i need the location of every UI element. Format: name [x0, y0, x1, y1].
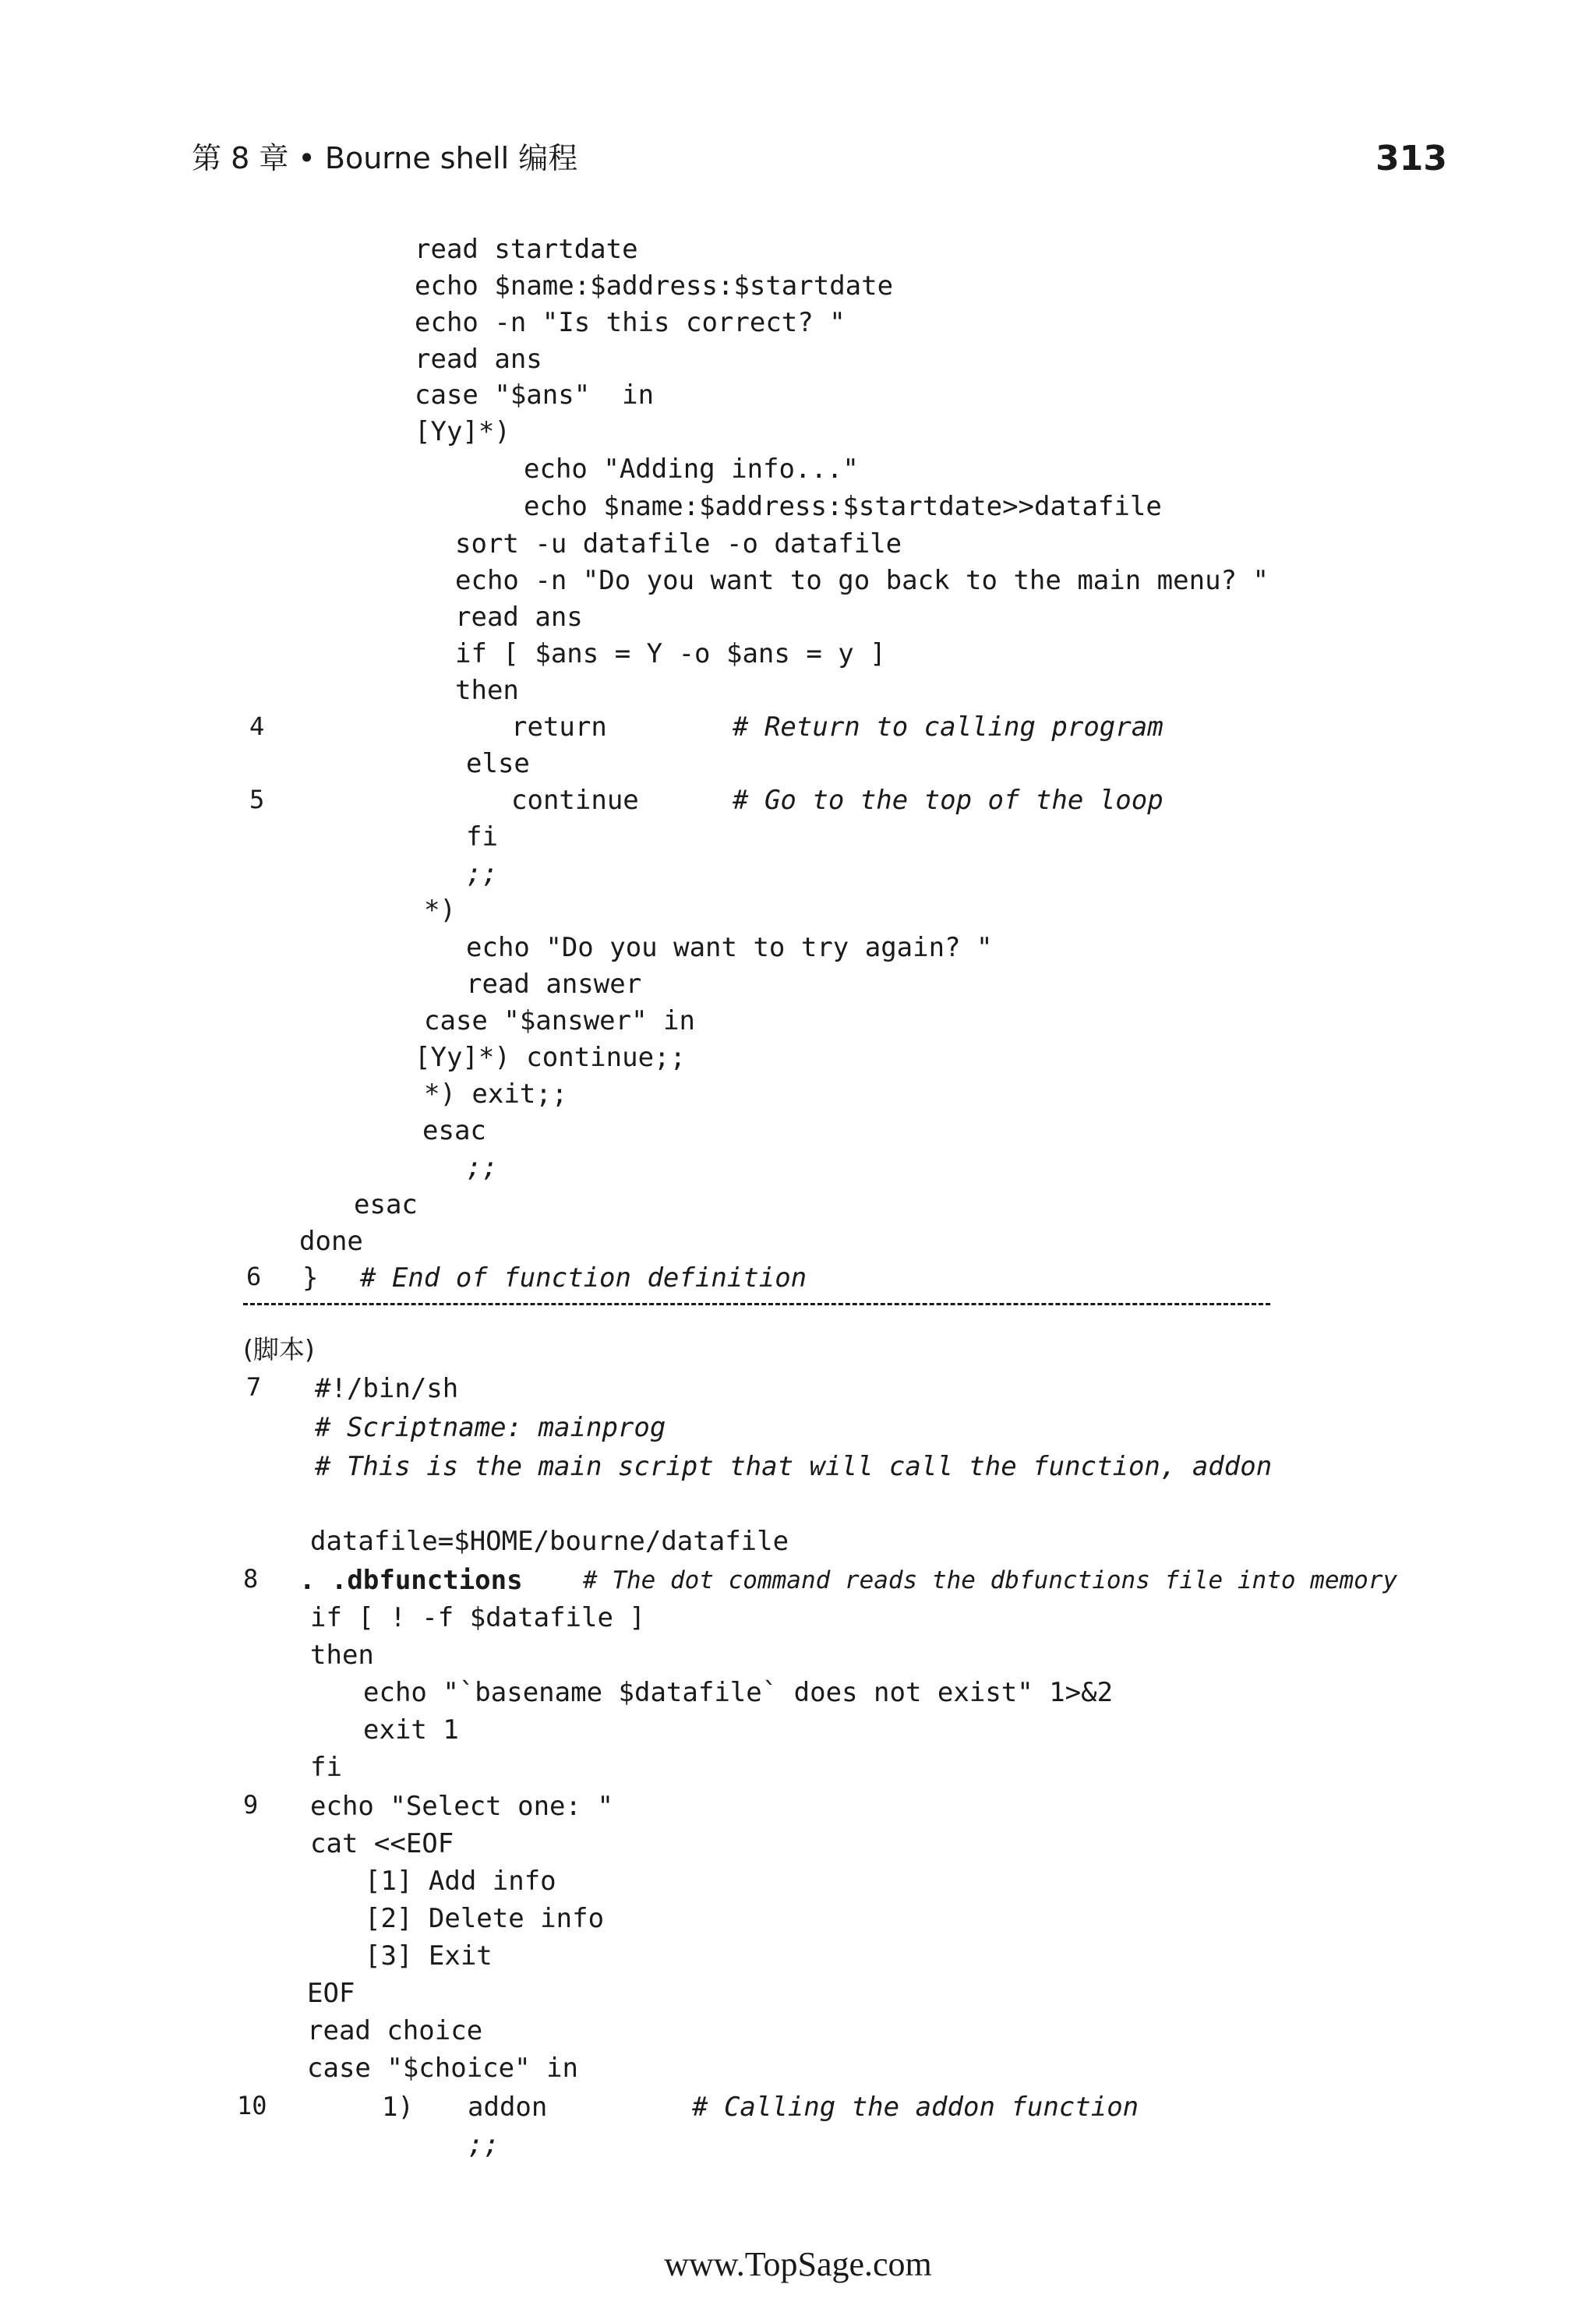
code-line: then: [455, 675, 519, 706]
code-comment: # Scriptname: mainprog: [315, 1412, 666, 1443]
code-line: if [ ! -f $datafile ]: [310, 1602, 645, 1633]
code-line: case "$answer" in: [424, 1005, 695, 1036]
code-line: if [ $ans = Y -o $ans = y ]: [455, 638, 886, 669]
page-number: 313: [1375, 139, 1447, 178]
code-line: echo $name:$address:$startdate>>datafile: [524, 491, 1162, 522]
script-label: (脚本): [243, 1334, 315, 1365]
code-line: exit 1: [363, 1714, 459, 1746]
code-line: [3] Exit: [365, 1940, 493, 1972]
code-line: [Yy]*) continue;;: [415, 1042, 686, 1073]
code-line: [2] Delete info: [365, 1903, 605, 1934]
code-line: fi: [466, 821, 498, 853]
code-comment: # Go to the top of the loop: [733, 785, 1163, 816]
code-line: echo "Select one: ": [310, 1791, 613, 1822]
code-line: [1] Add info: [365, 1866, 556, 1897]
code-line: EOF: [307, 1978, 355, 2009]
code-comment: # Calling the addon function: [692, 2092, 1139, 2123]
code-line: ;;: [466, 858, 498, 889]
code-line: sort -u datafile -o datafile: [455, 528, 902, 560]
line-number: 6: [246, 1262, 262, 1291]
code-line: ;;: [468, 2129, 500, 2160]
code-line: case "$ans" in: [415, 380, 655, 411]
code-line: continue: [511, 785, 639, 816]
code-comment: # Return to calling program: [733, 711, 1163, 743]
code-comment: # End of function definition: [360, 1262, 807, 1294]
code-line: addon: [468, 2092, 548, 2123]
code-line: . .dbfunctions: [299, 1565, 523, 1596]
code-line: [Yy]*): [415, 416, 510, 447]
line-number: 4: [249, 711, 265, 741]
footer-url: www.TopSage.com: [664, 2245, 932, 2283]
line-number: 5: [249, 785, 265, 814]
code-line: echo $name:$address:$startdate: [415, 270, 894, 302]
code-line: read answer: [466, 969, 642, 1000]
code-line: read ans: [455, 602, 583, 633]
code-line: 1): [382, 2092, 414, 2123]
code-line: echo -n "Do you want to go back to the main menu? ": [455, 565, 1269, 596]
code-line: fi: [310, 1752, 342, 1783]
code-line: return: [511, 711, 607, 743]
code-line: case "$choice" in: [307, 2053, 578, 2084]
code-line: then: [310, 1640, 374, 1671]
line-number: 9: [243, 1790, 259, 1820]
code-comment: # The dot command reads the dbfunctions file into memory: [583, 1566, 1398, 1594]
code-line: else: [466, 748, 530, 779]
line-number: 10: [237, 2091, 267, 2120]
code-line: }: [302, 1262, 319, 1294]
code-line: *): [424, 895, 456, 926]
code-comment: # This is the main script that will call the function, addon: [315, 1451, 1273, 1482]
code-line: datafile=$HOME/bourne/datafile: [310, 1526, 789, 1557]
code-line: done: [299, 1226, 363, 1257]
line-number: 8: [243, 1564, 259, 1594]
section-divider: [243, 1303, 1270, 1305]
code-line: esac: [354, 1189, 418, 1220]
code-line: *) exit;;: [424, 1079, 568, 1110]
code-line: echo -n "Is this correct? ": [415, 307, 846, 338]
code-line: esac: [422, 1115, 486, 1146]
code-line: read choice: [307, 2015, 483, 2046]
line-number: 7: [246, 1372, 262, 1402]
code-line: read ans: [415, 344, 542, 375]
code-line: echo "Do you want to try again? ": [466, 932, 993, 963]
code-line: echo "`basename $datafile` does not exist" 1>&2: [363, 1677, 1114, 1708]
code-line: cat <<EOF: [310, 1828, 454, 1859]
code-line: read startdate: [415, 234, 638, 265]
code-line: ;;: [466, 1152, 498, 1183]
chapter-header: 第 8 章 • Bourne shell 编程: [192, 141, 578, 175]
code-line: echo "Adding info...": [524, 454, 859, 485]
code-line: #!/bin/sh: [315, 1373, 459, 1404]
